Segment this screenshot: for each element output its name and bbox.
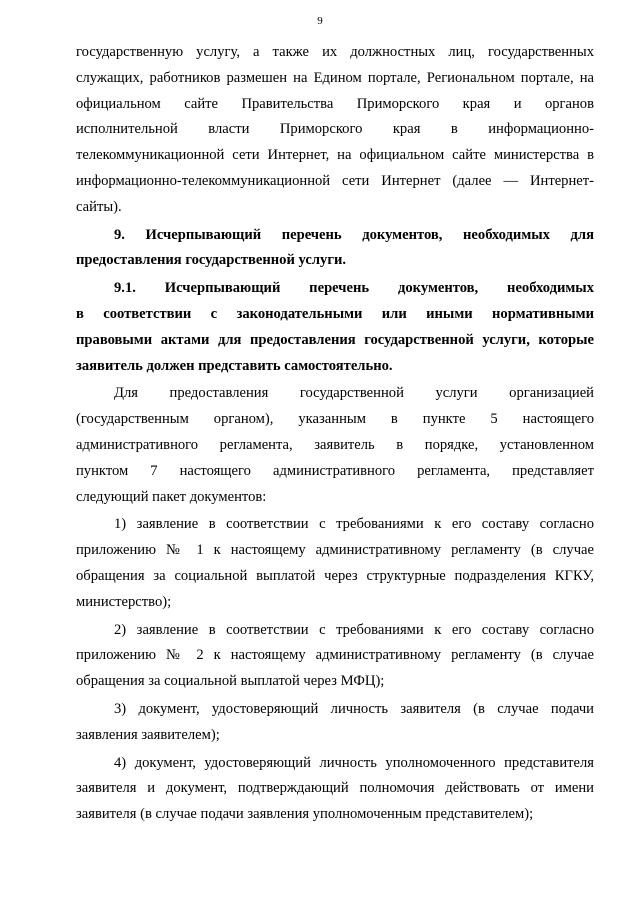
text-line: государственную услугу, а также их должностных лиц, государственных	[76, 44, 594, 60]
text-line: исполнительной власти Приморского края в информационно-	[76, 121, 594, 138]
text-line: 9. Исчерпывающий перечень документов, необходимых для	[114, 226, 594, 243]
text-line: служащих, работников размешен на Едином портале, Региональном портале, на	[76, 69, 594, 86]
document-body	[76, 40, 594, 830]
text-line: 4) документ, удостоверяющий личность уполномоченного представителя	[114, 754, 594, 771]
paragraph	[76, 276, 594, 379]
text-line: пунктом 7 настоящего административного регламента, представляет	[76, 462, 594, 479]
text-line: приложению № 1 к настоящему административному регламенту (в случае	[76, 542, 594, 559]
text-line: приложению № 2 к настоящему административному регламенту (в случае	[76, 647, 594, 664]
text-line: информационно-телекоммуникационной сети Интернет (далее — Интернет-	[76, 172, 594, 189]
paragraph	[76, 40, 594, 221]
text-line: министерство);	[76, 593, 172, 610]
text-line: 2) заявление в соответствии с требованиями к его составу согласно	[114, 621, 594, 638]
text-line: заявления заявителем);	[76, 726, 220, 743]
text-line: в соответствии с законодательными или иными нормативными	[76, 305, 594, 322]
page-number: 9	[317, 15, 323, 27]
paragraph	[76, 751, 594, 828]
text-line: сайты).	[76, 198, 122, 215]
text-line: правовыми актами для предоставления государственной услуги, которые	[76, 331, 594, 348]
text-line: заявителя и документ, подтверждающий полномочия действовать от имени	[76, 780, 594, 797]
text-line: официальном сайте Правительства Приморского края и органов	[76, 95, 594, 112]
paragraph	[76, 618, 594, 695]
paragraph	[76, 381, 594, 510]
text-line: обращения за социальной выплатой через структурные подразделения КГКУ,	[76, 567, 594, 584]
text-line: административного регламента, заявитель в порядке, установленном	[76, 436, 594, 453]
text-line: предоставления государственной услуги.	[76, 252, 347, 269]
paragraph	[76, 697, 594, 749]
text-line: обращения за социальной выплатой через МФЦ);	[76, 673, 385, 690]
text-line: 1) заявление в соответствии с требованиями к его составу согласно	[114, 516, 594, 533]
text-line: заявитель должен представить самостоятельно.	[76, 357, 393, 374]
text-line: Для предоставления государственной услуги организацией	[114, 385, 594, 402]
text-line: заявителя (в случае подачи заявления уполномоченным представителем);	[76, 806, 534, 823]
paragraph	[76, 223, 594, 275]
text-line: 9.1. Исчерпывающий перечень документов, необходимых	[114, 280, 594, 297]
text-line: (государственным органом), указанным в пункте 5 настоящего	[76, 411, 594, 428]
paragraph	[76, 512, 594, 615]
text-line: телекоммуникационной сети Интернет, на официальном сайте министерства в	[76, 147, 594, 164]
text-line: следующий пакет документов:	[76, 488, 267, 505]
text-line: 3) документ, удостоверяющий личность заявителя (в случае подачи	[114, 700, 594, 717]
